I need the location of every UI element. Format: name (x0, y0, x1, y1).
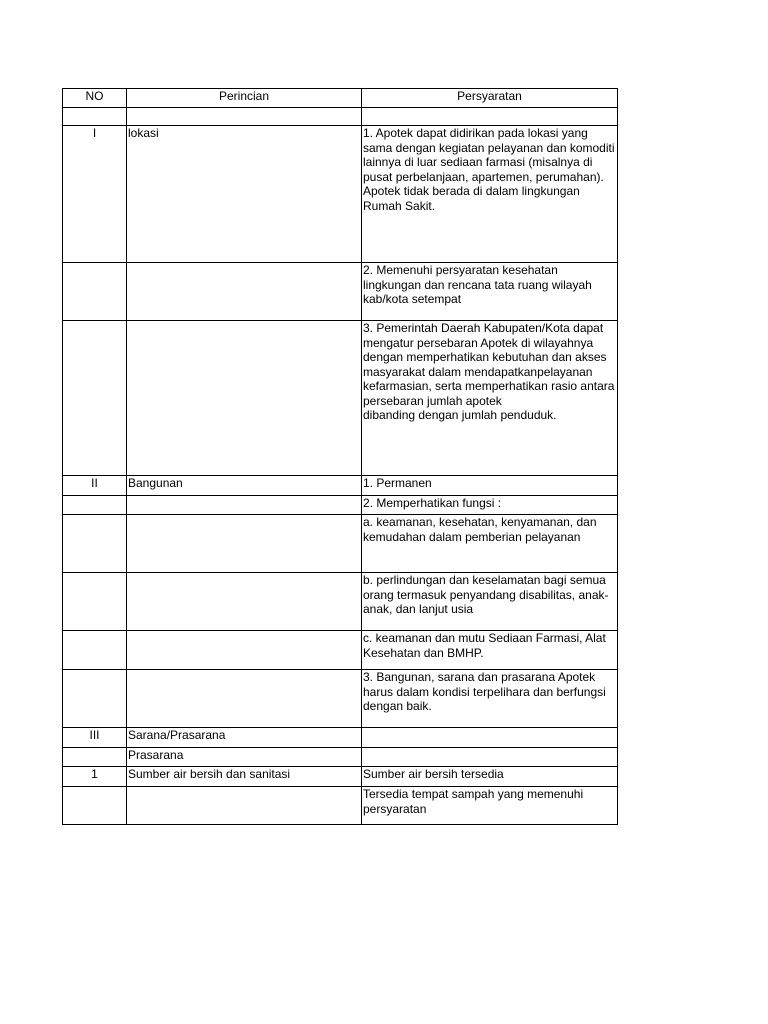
table-row (63, 476, 618, 496)
cell-no[interactable] (63, 670, 127, 728)
cell-perincian[interactable] (127, 787, 362, 825)
requirements-table (62, 88, 618, 825)
cell-no[interactable] (63, 787, 127, 825)
cell-persyaratan[interactable]: 2. Memenuhi persyaratan kesehatan lingkungan dan rencana tata ruang wilayah kab/kota setempat (362, 263, 618, 321)
table-row (63, 263, 618, 321)
header-row (63, 89, 618, 108)
cell-persyaratan[interactable]: 2. Memperhatikan fungsi : (362, 496, 618, 515)
cell-persyaratan[interactable]: Sumber air bersih tersedia (362, 767, 618, 787)
cell-perincian[interactable] (127, 321, 362, 476)
table-row (63, 573, 618, 631)
table-row (63, 748, 618, 767)
header-perincian[interactable]: Perincian (127, 89, 362, 108)
table-row (63, 787, 618, 825)
cell-no[interactable]: II (63, 476, 127, 496)
cell-no[interactable] (63, 263, 127, 321)
cell-perincian[interactable] (127, 263, 362, 321)
cell-persyaratan[interactable] (362, 748, 618, 767)
cell-no[interactable]: I (63, 126, 127, 263)
cell-persyaratan[interactable]: a. keamanan, kesehatan, kenyamanan, dan kemudahan dalam pemberian pelayanan (362, 515, 618, 573)
cell-perincian[interactable]: Sumber air bersih dan sanitasi (127, 767, 362, 787)
cell-persyaratan[interactable]: 3. Pemerintah Daerah Kabupaten/Kota dapat mengatur persebaran Apotek di wilayahnya dengan memperhatikan kebutuhan dan akses masyarakat dalam mendapatkanpelayanan kefarmasian, serta memperhatikan rasio antara persebaran jumlah apotek dibanding dengan jumlah penduduk. (362, 321, 618, 476)
table-row (63, 631, 618, 670)
table-row (63, 515, 618, 573)
table-row (63, 126, 618, 263)
table-row (63, 728, 618, 748)
header-no[interactable]: NO (63, 89, 127, 108)
cell-no[interactable] (63, 631, 127, 670)
table-row (63, 670, 618, 728)
cell-no[interactable] (63, 748, 127, 767)
table-row (63, 108, 618, 126)
cell-perincian[interactable] (127, 515, 362, 573)
cell-persyaratan[interactable]: 3. Bangunan, sarana dan prasarana Apotek harus dalam kondisi terpelihara dan berfungsi dengan baik. (362, 670, 618, 728)
cell-persyaratan[interactable]: Tersedia tempat sampah yang memenuhi persyaratan (362, 787, 618, 825)
cell-perincian[interactable] (127, 496, 362, 515)
cell-perincian[interactable] (127, 573, 362, 631)
cell-persyaratan[interactable]: b. perlindungan dan keselamatan bagi semua orang termasuk penyandang disabilitas, anak-anak, dan lanjut usia (362, 573, 618, 631)
cell-persyaratan[interactable]: 1. Permanen (362, 476, 618, 496)
cell-no[interactable] (63, 515, 127, 573)
cell-perincian[interactable]: Prasarana (127, 748, 362, 767)
cell-persyaratan[interactable] (362, 108, 618, 126)
cell-no[interactable]: 1 (63, 767, 127, 787)
cell-no[interactable]: III (63, 728, 127, 748)
cell-no[interactable] (63, 108, 127, 126)
cell-perincian[interactable] (127, 108, 362, 126)
table-row (63, 321, 618, 476)
cell-perincian[interactable]: lokasi (127, 126, 362, 263)
cell-persyaratan[interactable]: c. keamanan dan mutu Sediaan Farmasi, Alat Kesehatan dan BMHP. (362, 631, 618, 670)
cell-no[interactable] (63, 496, 127, 515)
cell-perincian[interactable] (127, 631, 362, 670)
cell-no[interactable] (63, 321, 127, 476)
cell-persyaratan[interactable] (362, 728, 618, 748)
cell-perincian[interactable] (127, 670, 362, 728)
table-row (63, 767, 618, 787)
cell-no[interactable] (63, 573, 127, 631)
cell-persyaratan[interactable]: 1. Apotek dapat didirikan pada lokasi yang sama dengan kegiatan pelayanan dan komoditi lainnya di luar sediaan farmasi (misalnya di pusat perbelanjaan, apartemen, perumahan). Apotek tidak berada di dalam lingkungan Rumah Sakit. (362, 126, 618, 263)
table-row (63, 496, 618, 515)
header-persyaratan[interactable]: Persyaratan (362, 89, 618, 108)
cell-perincian[interactable]: Sarana/Prasarana (127, 728, 362, 748)
cell-perincian[interactable]: Bangunan (127, 476, 362, 496)
